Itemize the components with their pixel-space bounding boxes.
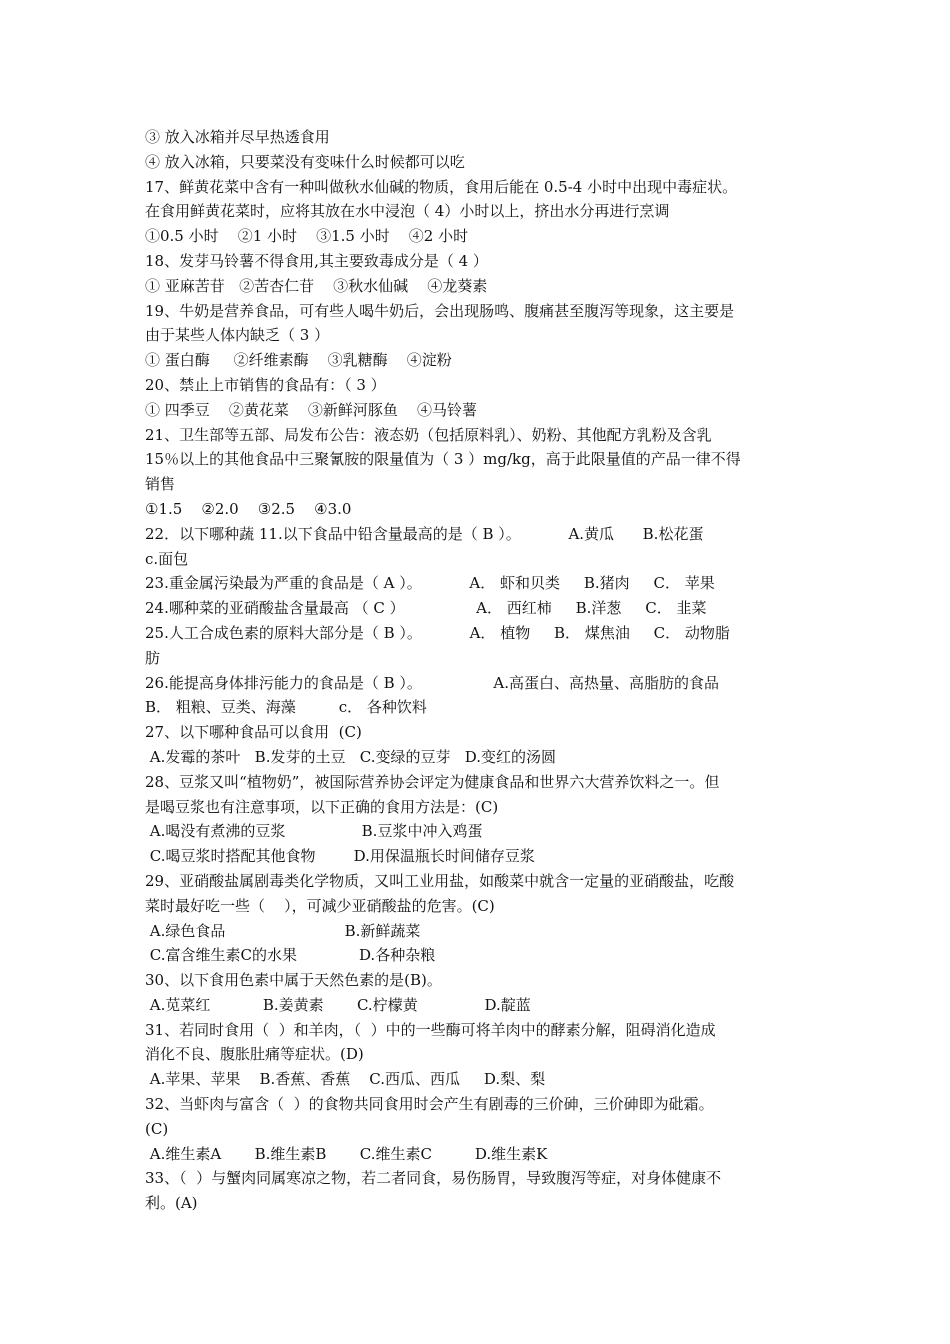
text-line: A.绿色食品 B.新鲜蔬菜 [145, 921, 421, 940]
text-line: 20、禁止上市销售的食品有：（ 3 ） [145, 375, 386, 394]
text-line: 33、（ ）与蟹肉同属寒凉之物，若二者同食，易伤肠胃，导致腹泻等症，对身体健康不 [145, 1169, 722, 1188]
text-line: 利。(A) [145, 1194, 198, 1213]
text-line: A.发霉的茶叶 B.发芽的土豆 C.变绿的豆芽 D.变红的汤圆 [145, 747, 557, 766]
text-line: 15％以上的其他食品中三聚氰胺的限量值为（ 3 ）mg/kg，高于此限量值的产品一律不得 [145, 450, 741, 469]
text-line: 23.重金属污染最为严重的食品是（ A ）。 A． 虾和贝类 B.猪肉 C． 苹果 [145, 574, 715, 593]
text-line: C.富含维生素C的水果 D.各种杂粮 [145, 946, 436, 965]
text-line: 销售 [145, 475, 176, 494]
text-line: c.面包 [145, 549, 189, 568]
text-line: 菜时最好吃一些（ ），可减少亚硝酸盐的危害。(C) [145, 896, 495, 915]
text-line: 18、发芽马铃薯不得食用,其主要致毒成分是（ 4 ） [145, 251, 488, 270]
text-line: 31、若同时食用（ ）和羊肉，（ ）中的一些酶可将羊肉中的酵素分解，阻碍消化造成 [145, 1020, 716, 1039]
text-line: ① 四季豆 ②黄花菜 ③新鲜河豚鱼 ④马铃薯 [145, 400, 477, 419]
text-line: ④ 放入冰箱，只要菜没有变味什么时候都可以吃 [145, 152, 465, 171]
text-line: 30、以下食用色素中属于天然色素的是(B)。 [145, 971, 442, 990]
text-line: B． 粗粮、豆类、海藻 c． 各种饮料 [145, 698, 427, 717]
text-line: A.苹果、苹果 B.香蕉、香蕉 C.西瓜、西瓜 D.梨、梨 [145, 1070, 546, 1089]
text-line: ① 亚麻苦苷 ②苦杏仁苷 ③秋水仙碱 ④龙葵素 [145, 276, 488, 295]
text-line: 17、鲜黄花菜中含有一种叫做秋水仙碱的物质，食用后能在 0.5-4 小时中出现中毒症状。 [145, 177, 738, 196]
text-line: C.喝豆浆时搭配其他食物 D.用保温瓶长时间储存豆浆 [145, 847, 535, 866]
document-body [145, 125, 810, 1216]
text-line: 19、牛奶是营养食品，可有些人喝牛奶后，会出现肠鸣、腹痛甚至腹泻等现象，这主要是 [145, 301, 735, 320]
text-line: (C) [145, 1119, 169, 1138]
text-line: 26.能提高身体排污能力的食品是（ B ）。 A.高蛋白、高热量、高脂肪的食品 [145, 673, 720, 692]
text-line: A.喝没有煮沸的豆浆 B.豆浆中冲入鸡蛋 [145, 822, 483, 841]
text-line: 27、以下哪种食品可以食用 (C) [145, 723, 362, 742]
text-line: 24.哪种菜的亚硝酸盐含量最高 （ C ） A． 西红柿 B.洋葱 C． 韭菜 [145, 599, 707, 618]
text-line: 25.人工合成色素的原料大部分是（ B ）。 A． 植物 B． 煤焦油 C． 动物脂 [145, 623, 730, 642]
text-line: 在食用鲜黄花菜时，应将其放在水中浸泡（ 4）小时以上，挤出水分再进行烹调 [145, 202, 670, 221]
text-line: 由于某些人体内缺乏（ 3 ） [145, 326, 330, 345]
text-line: ①1.5 ②2.0 ③2.5 ④3.0 [145, 499, 352, 518]
text-line: 21、卫生部等五部、局发布公告：液态奶（包括原料乳）、奶粉、其他配方乳粉及含乳 [145, 425, 712, 444]
text-line: ①0.5 小时 ②1 小时 ③1.5 小时 ④2 小时 [145, 227, 469, 246]
text-line: ③ 放入冰箱并尽早热透食用 [145, 128, 330, 146]
text-line: 32、当虾肉与富含（ ）的食物共同食用时会产生有剧毒的三价砷，三价砷即为砒霜。 [145, 1095, 714, 1114]
text-line: ① 蛋白酶 ②纤维素酶 ③乳糖酶 ④淀粉 [145, 351, 452, 370]
text-line: 22．以下哪种蔬 11.以下食品中铅含量最高的是（ B ）。 A.黄瓜 B.松花蛋 [145, 524, 704, 543]
text-line: 消化不良、腹胀肚痛等症状。(D) [145, 1045, 364, 1064]
text-line: A.维生素A B.维生素B C.维生素C D.维生素K [145, 1144, 548, 1163]
text-line: 肪 [145, 648, 161, 667]
text-line: 29、亚硝酸盐属剧毒类化学物质，又叫工业用盐，如酸菜中就含一定量的亚硝酸盐，吃酸 [145, 871, 735, 890]
text-line: 28、豆浆又叫“植物奶”，被国际营养协会评定为健康食品和世界六大营养饮料之一。但 [145, 772, 720, 791]
text-line: 是喝豆浆也有注意事项，以下正确的食用方法是：(C) [145, 797, 499, 816]
text-line: A.苋菜红 B.姜黄素 C.柠檬黄 D.靛蓝 [145, 995, 531, 1014]
